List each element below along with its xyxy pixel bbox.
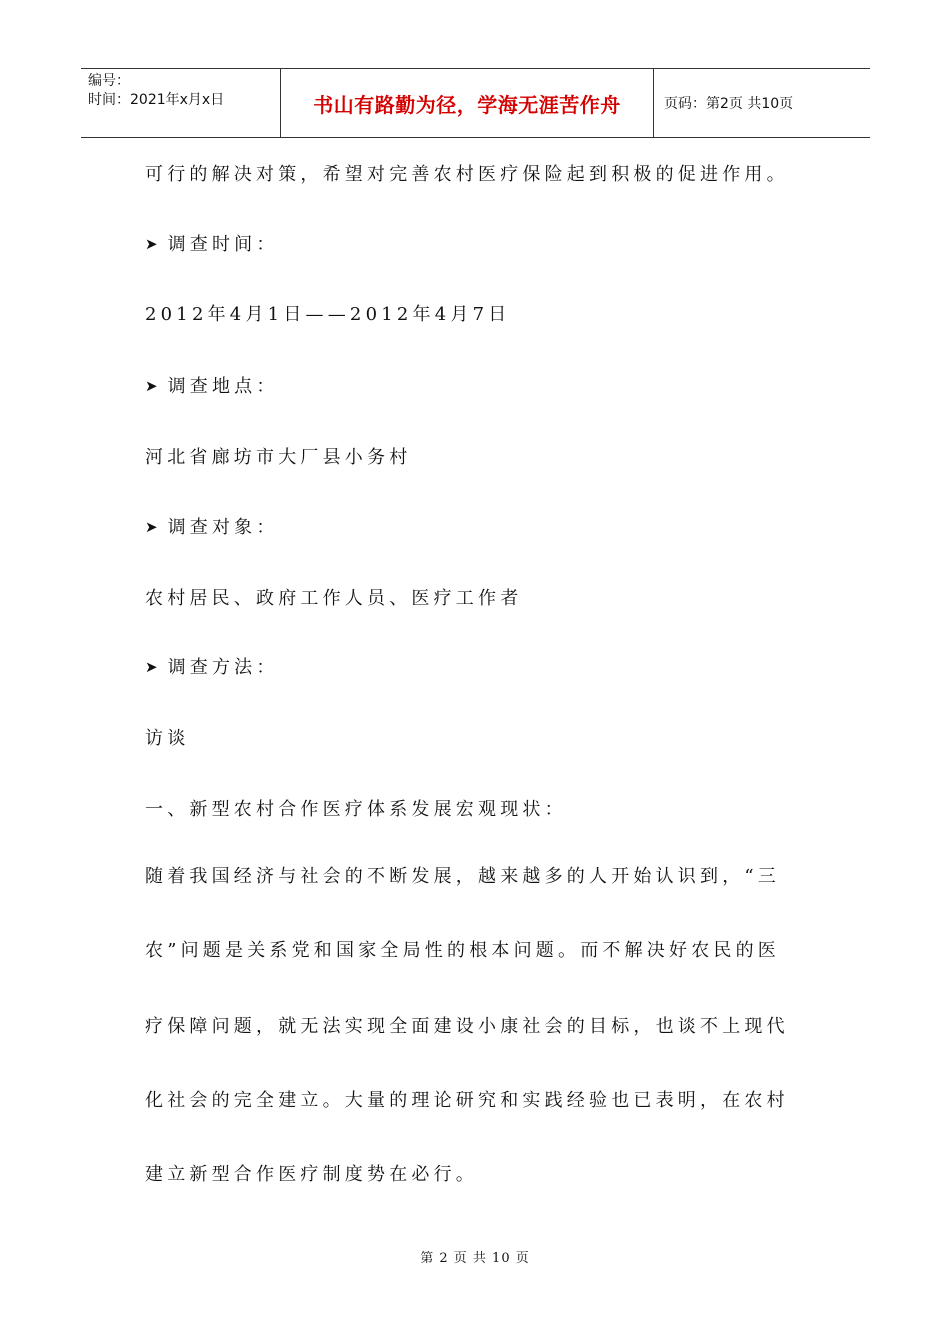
survey-time-label: 调查时间： <box>167 234 279 255</box>
paragraph-line: 疗保障问题，就无法实现全面建设小康社会的目标，也谈不上现代 <box>145 1016 789 1037</box>
survey-time-heading <box>145 230 279 256</box>
header-meta <box>81 69 281 137</box>
paragraph-line: 化社会的完全建立。大量的理论研究和实践经验也已表明，在农村 <box>145 1090 789 1111</box>
survey-method-label: 调查方法： <box>167 657 279 678</box>
arrow-bullet-icon: ➤ <box>145 377 158 395</box>
survey-method-heading <box>145 653 279 679</box>
document-number-label: 编号： <box>88 73 130 89</box>
survey-target-value: 农村居民、政府工作人员、医疗工作者 <box>145 588 523 609</box>
header-motto: 书山有路勤为径，学海无涯苦作舟 <box>281 69 654 137</box>
survey-method-value: 访谈 <box>145 728 190 749</box>
page-header <box>81 68 870 138</box>
intro-tail: 可行的解决对策，希望对完善农村医疗保险起到积极的促进作用。 <box>145 164 789 185</box>
paragraph-line: 农”问题是关系党和国家全局性的根本问题。而不解决好农民的医 <box>145 940 780 961</box>
survey-target-label: 调查对象： <box>167 517 279 538</box>
header-page-info: 页码：第2页 共10页 <box>664 96 794 112</box>
survey-place-label: 调查地点： <box>167 376 279 397</box>
survey-time-value: 2012年4月1日——2012年4月7日 <box>145 304 511 325</box>
arrow-bullet-icon: ➤ <box>145 518 158 536</box>
page-footer-number: 第 2 页 共 10 页 <box>420 1251 530 1266</box>
arrow-bullet-icon: ➤ <box>145 235 158 253</box>
survey-place-value: 河北省廊坊市大厂县小务村 <box>145 447 412 468</box>
arrow-bullet-icon: ➤ <box>145 658 158 676</box>
paragraph-line: 随着我国经济与社会的不断发展，越来越多的人开始认识到，“三 <box>145 866 780 887</box>
paragraph-line: 建立新型合作医疗制度势在必行。 <box>145 1164 478 1185</box>
document-date: 时间：2021年x月x日 <box>88 92 225 108</box>
survey-place-heading <box>145 372 279 398</box>
section-heading: 一、新型农村合作医疗体系发展宏观现状： <box>145 799 567 820</box>
survey-target-heading <box>145 513 279 539</box>
